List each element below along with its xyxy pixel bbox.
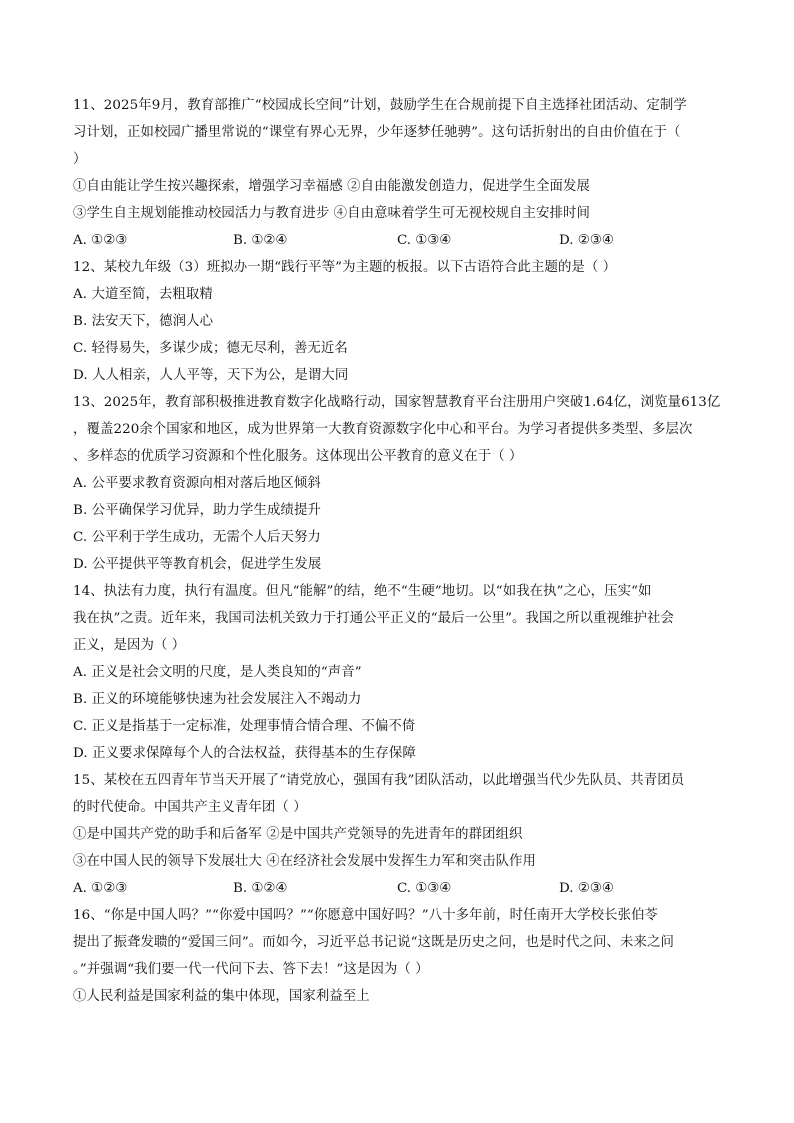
q14-option-c: C. 正义是指基于一定标准，处理事情合情合理、不偏不倚 (73, 719, 416, 734)
q15-stem-line-1: 15、某校在五四青年节当天开展了“请党放心，强国有我”团队活动，以此增强当代少先队员、共青团员 (73, 773, 685, 788)
q12-option-a: A. 大道至简，去粗取精 (73, 287, 213, 302)
q14-stem-line-2: 我在执”之责。近年来，我国司法机关致力于打通公平正义的“最后一公里”。我国之所以重视维护社会 (73, 611, 674, 626)
q15-options (73, 880, 733, 898)
q12-option-b: B. 法安天下，德润人心 (73, 314, 214, 329)
q11-stem-line-3: ） (73, 152, 87, 167)
q13-stem-line-2: ，覆盖220余个国家和地区，成为世界第一大教育资源数字化中心和平台。为学习者提供多类型、多层次 (73, 422, 693, 437)
q14-option-a: A. 正义是社会文明的尺度，是人类良知的“声音” (73, 665, 362, 680)
q16-stem-line-2: 提出了振聋发聩的“爱国三问”。而如今，习近平总书记说“这既是历史之问，也是时代之问、未来之问 (73, 935, 674, 950)
q13-stem-line-1: 13、2025年，教育部积极推进教育数字化战略行动，国家智慧教育平台注册用户突破1.64亿，浏览量613亿 (73, 395, 721, 410)
q14-option-d: D. 正义要求保障每个人的合法权益，获得基本的生存保障 (73, 746, 416, 761)
q15-statement-1: ①是中国共产党的助手和后备军 ②是中国共产党领导的先进青年的群团组织 (73, 827, 523, 842)
q11-statement-2: ③学生自主规划能推动校园活力与教育进步 ④自由意味着学生可无视校规自主安排时间 (73, 206, 590, 221)
q11-statement-1: ①自由能让学生按兴趣探索，增强学习幸福感 ②自由能激发创造力，促进学生全面发展 (73, 179, 590, 194)
q15-option-a: A. ①②③ (73, 881, 128, 896)
q14-option-b: B. 正义的环境能够快速为社会发展注入不竭动力 (73, 692, 362, 707)
q15-option-b: B. ①②④ (233, 881, 288, 896)
q13-option-b: B. 公平确保学习优异，助力学生成绩提升 (73, 503, 321, 518)
q15-statement-2: ③在中国人民的领导下发展壮大 ④在经济社会发展中发挥生力军和突击队作用 (73, 854, 537, 869)
q11-stem-line-1: 11、2025年9月，教育部推广“校园成长空间”计划，鼓励学生在合规前提下自主选择社团活动、定制学 (73, 98, 687, 113)
q15-stem-line-2: 的时代使命。中国共产主义青年团（ ） (73, 800, 307, 815)
q11-option-c: C. ①③④ (397, 233, 452, 248)
q14-stem-line-1: 14、执法有力度，执行有温度。但凡“能解”的结，绝不“生硬”地切。以“如我在执”之心，压实“如 (73, 584, 652, 599)
q16-statement-1: ①人民利益是国家利益的集中体现，国家利益至上 (73, 989, 370, 1004)
q15-option-c: C. ①③④ (397, 881, 452, 896)
q12-option-d: D. 人人相亲，人人平等，天下为公，是谓大同 (73, 368, 349, 383)
q15-option-d: D. ②③④ (559, 881, 614, 896)
q13-option-c: C. 公平利于学生成功，无需个人后天努力 (73, 530, 321, 545)
q16-stem-line-3: 。”并强调“我们要一代一代问下去、答下去！”这是因为（ ） (73, 962, 429, 977)
q11-option-d: D. ②③④ (559, 233, 614, 248)
q16-stem-line-1: 16、“你是中国人吗？”“你爱中国吗？”“你愿意中国好吗？”八十多年前，时任南开大学校长张伯苓 (73, 908, 659, 923)
q12-option-c: C. 轻得易失，多谋少成；德无尽利，善无近名 (73, 341, 348, 356)
q11-stem-line-2: 习计划，正如校园广播里常说的“课堂有界心无界，少年逐梦任驰骋”。这句话折射出的自由价值在于（ (73, 125, 681, 140)
q11-options (73, 232, 733, 250)
q13-stem-line-3: 、多样态的优质学习资源和个性化服务。这体现出公平教育的意义在于（ ） (73, 449, 523, 464)
q12-stem: 12、某校九年级（3）班拟办一期“践行平等”为主题的板报。以下古语符合此主题的是（ ） (73, 260, 617, 275)
q13-option-d: D. 公平提供平等教育机会，促进学生发展 (73, 557, 322, 572)
q14-stem-line-3: 正义，是因为（ ） (73, 638, 186, 653)
q11-option-b: B. ①②④ (233, 233, 288, 248)
q13-option-a: A. 公平要求教育资源向相对落后地区倾斜 (73, 476, 321, 491)
q11-option-a: A. ①②③ (73, 233, 128, 248)
